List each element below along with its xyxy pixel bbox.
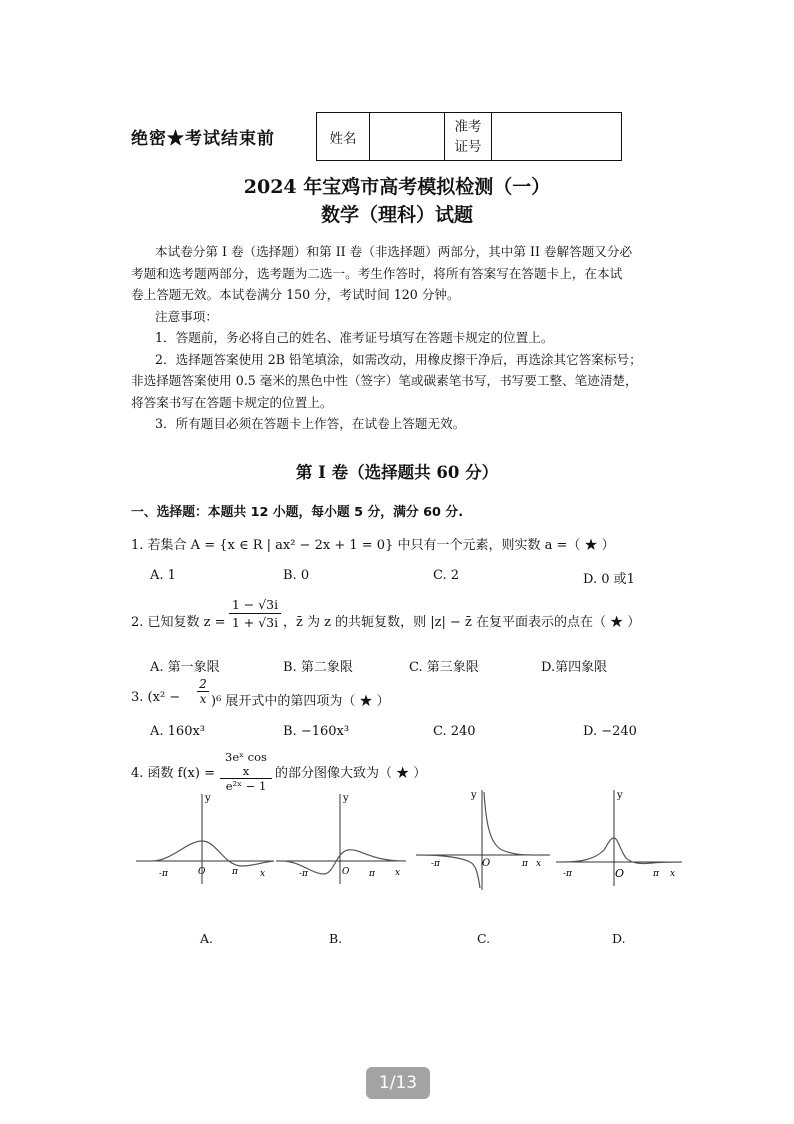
section-title: 第 I 卷（选择题共 60 分） — [295, 463, 499, 482]
q4-fraction-denominator: e²ˣ − 1 — [225, 779, 267, 793]
question-4-prefix: 4. 函数 f(x) = — [131, 766, 215, 781]
graph-a-pi: π — [232, 867, 238, 877]
q1-option-b[interactable]: B. 0 — [283, 568, 310, 583]
graph-d-y-label: y — [617, 790, 623, 801]
name-field[interactable] — [370, 113, 445, 161]
note-item: 将答案书写在答题卡规定的位置上。 — [131, 394, 333, 410]
q3-fraction-denominator: x — [199, 692, 207, 706]
q2-fraction-denominator: 1 + √3i — [231, 615, 279, 630]
note-item: 2．选择题答案使用 2B 铅笔填涂，如需改动，用橡皮擦干净后，再选涂其它答案标号； — [155, 351, 642, 367]
graph-a-neg-pi: -π — [159, 869, 168, 879]
question-1-stem: 1. 若集合 A = {x ∈ R | ax² − 2x + 1 = 0} 中只有一个元素，则实数 a =（ ★ ） — [131, 538, 615, 553]
exam-id-field[interactable] — [492, 113, 622, 161]
graph-c-curve-left — [417, 855, 480, 888]
q3-option-a[interactable]: A. 160x³ — [150, 724, 206, 739]
graph-b-x-label: x — [395, 868, 401, 878]
intro-paragraph — [131, 241, 686, 435]
question-2-suffix: ，z̄ 为 z 的共轭复数，则 |z| − z̄ 在复平面表示的点在（ ★ ） — [283, 615, 641, 630]
graph-d-caption[interactable]: D. — [612, 931, 626, 946]
q2-option-b[interactable]: B. 第二象限 — [283, 660, 353, 675]
question-4-suffix: 的部分图像大致为（ ★ ） — [275, 766, 427, 781]
graph-b-y-label: y — [343, 793, 349, 804]
graph-a-x-label: x — [260, 869, 266, 879]
q2-option-a[interactable]: A. 第一象限 — [150, 660, 220, 675]
graph-b-origin: O — [342, 867, 350, 877]
name-label: 姓名 — [317, 113, 370, 161]
graph-a-origin: O — [198, 867, 206, 877]
candidate-info-table — [316, 112, 622, 161]
page-indicator: 1/13 — [366, 1067, 430, 1099]
question-4-fraction — [220, 750, 272, 793]
graph-b-caption[interactable]: B. — [329, 931, 343, 946]
exam-id-label — [445, 113, 492, 161]
graph-c — [412, 786, 552, 892]
q3-option-c[interactable]: C. 240 — [433, 724, 476, 739]
intro-line: 本试卷分第 I 卷（选择题）和第 II 卷（非选择题）两部分，其中第 II 卷解答题又分必 — [155, 244, 633, 259]
graph-d-x-label: x — [670, 869, 676, 879]
q2-option-d[interactable]: D.第四象限 — [541, 660, 608, 675]
q2-fraction-numerator: 1 − √3i — [229, 597, 281, 614]
graph-d — [552, 786, 686, 890]
q1-option-d[interactable]: D. 0 或1 — [583, 572, 635, 587]
graph-d-pi: π — [653, 869, 659, 879]
notes-heading: 注意事项： — [155, 308, 218, 324]
q3-option-d[interactable]: D. −240 — [583, 724, 637, 739]
graph-c-neg-pi: -π — [431, 859, 440, 869]
graph-c-pi: π — [522, 859, 528, 869]
exam-title: 2024 年宝鸡市高考模拟检测（一） — [243, 176, 551, 198]
q2-option-c[interactable]: C. 第三象限 — [409, 660, 479, 675]
note-item: 3．所有题目必须在答题卡上作答，在试卷上答题无效。 — [155, 416, 466, 431]
graph-b-neg-pi: -π — [299, 869, 308, 879]
q3-fraction-numerator: 2 — [197, 677, 209, 692]
graph-c-caption[interactable]: C. — [477, 931, 491, 946]
graph-d-curve — [562, 838, 682, 863]
question-3-suffix: )⁶ 展开式中的第四项为（ ★ ） — [211, 694, 390, 709]
graph-a-caption[interactable]: A. — [200, 931, 214, 946]
exam-id-label-line2: 证号 — [454, 138, 482, 155]
graph-c-curve-right — [484, 792, 548, 855]
question-2-fraction — [229, 597, 281, 630]
graph-c-x-label: x — [536, 859, 542, 869]
confidential-label: 绝密★考试结束前 — [131, 129, 275, 149]
q4-fraction-numerator: 3eˣ cos x — [220, 750, 272, 779]
intro-line: 卷上答题无效。本试卷满分 150 分，考试时间 120 分钟。 — [131, 287, 460, 302]
graph-a — [132, 788, 276, 888]
section-heading: 一、选择题：本题共 12 小题，每小题 5 分，满分 60 分. — [131, 505, 464, 520]
question-2-prefix: 2. 已知复数 z = — [131, 615, 226, 630]
graph-d-origin: O — [615, 867, 625, 880]
graph-c-origin: O — [482, 858, 491, 869]
graph-a-y-label: y — [205, 793, 211, 804]
q1-option-a[interactable]: A. 1 — [150, 568, 176, 583]
q3-option-b[interactable]: B. −160x³ — [283, 724, 350, 739]
graph-a-curve — [152, 841, 274, 866]
q1-option-c[interactable]: C. 2 — [433, 568, 460, 583]
graph-b — [274, 788, 410, 888]
question-3-fraction — [197, 677, 209, 706]
graph-c-y-label: y — [471, 790, 477, 801]
question-3-prefix: 3. (x² − — [131, 690, 181, 705]
intro-line: 考题和选考题两部分，选考题为二选一。考生作答时，将所有答案写在答题卡上，在本试 — [131, 265, 623, 281]
note-item: 非选择题答案使用 0.5 毫米的黑色中性（签字）笔或碳素笔书写，书写要工整、笔迹清楚， — [131, 373, 638, 388]
graph-d-neg-pi: -π — [563, 869, 572, 879]
exam-id-label-line1: 准考 — [454, 118, 482, 135]
graph-b-pi: π — [369, 869, 375, 879]
exam-subtitle: 数学（理科）试题 — [320, 204, 473, 226]
note-item: 1．答题前，务必将自己的姓名、准考证号填写在答题卡规定的位置上。 — [155, 330, 554, 345]
